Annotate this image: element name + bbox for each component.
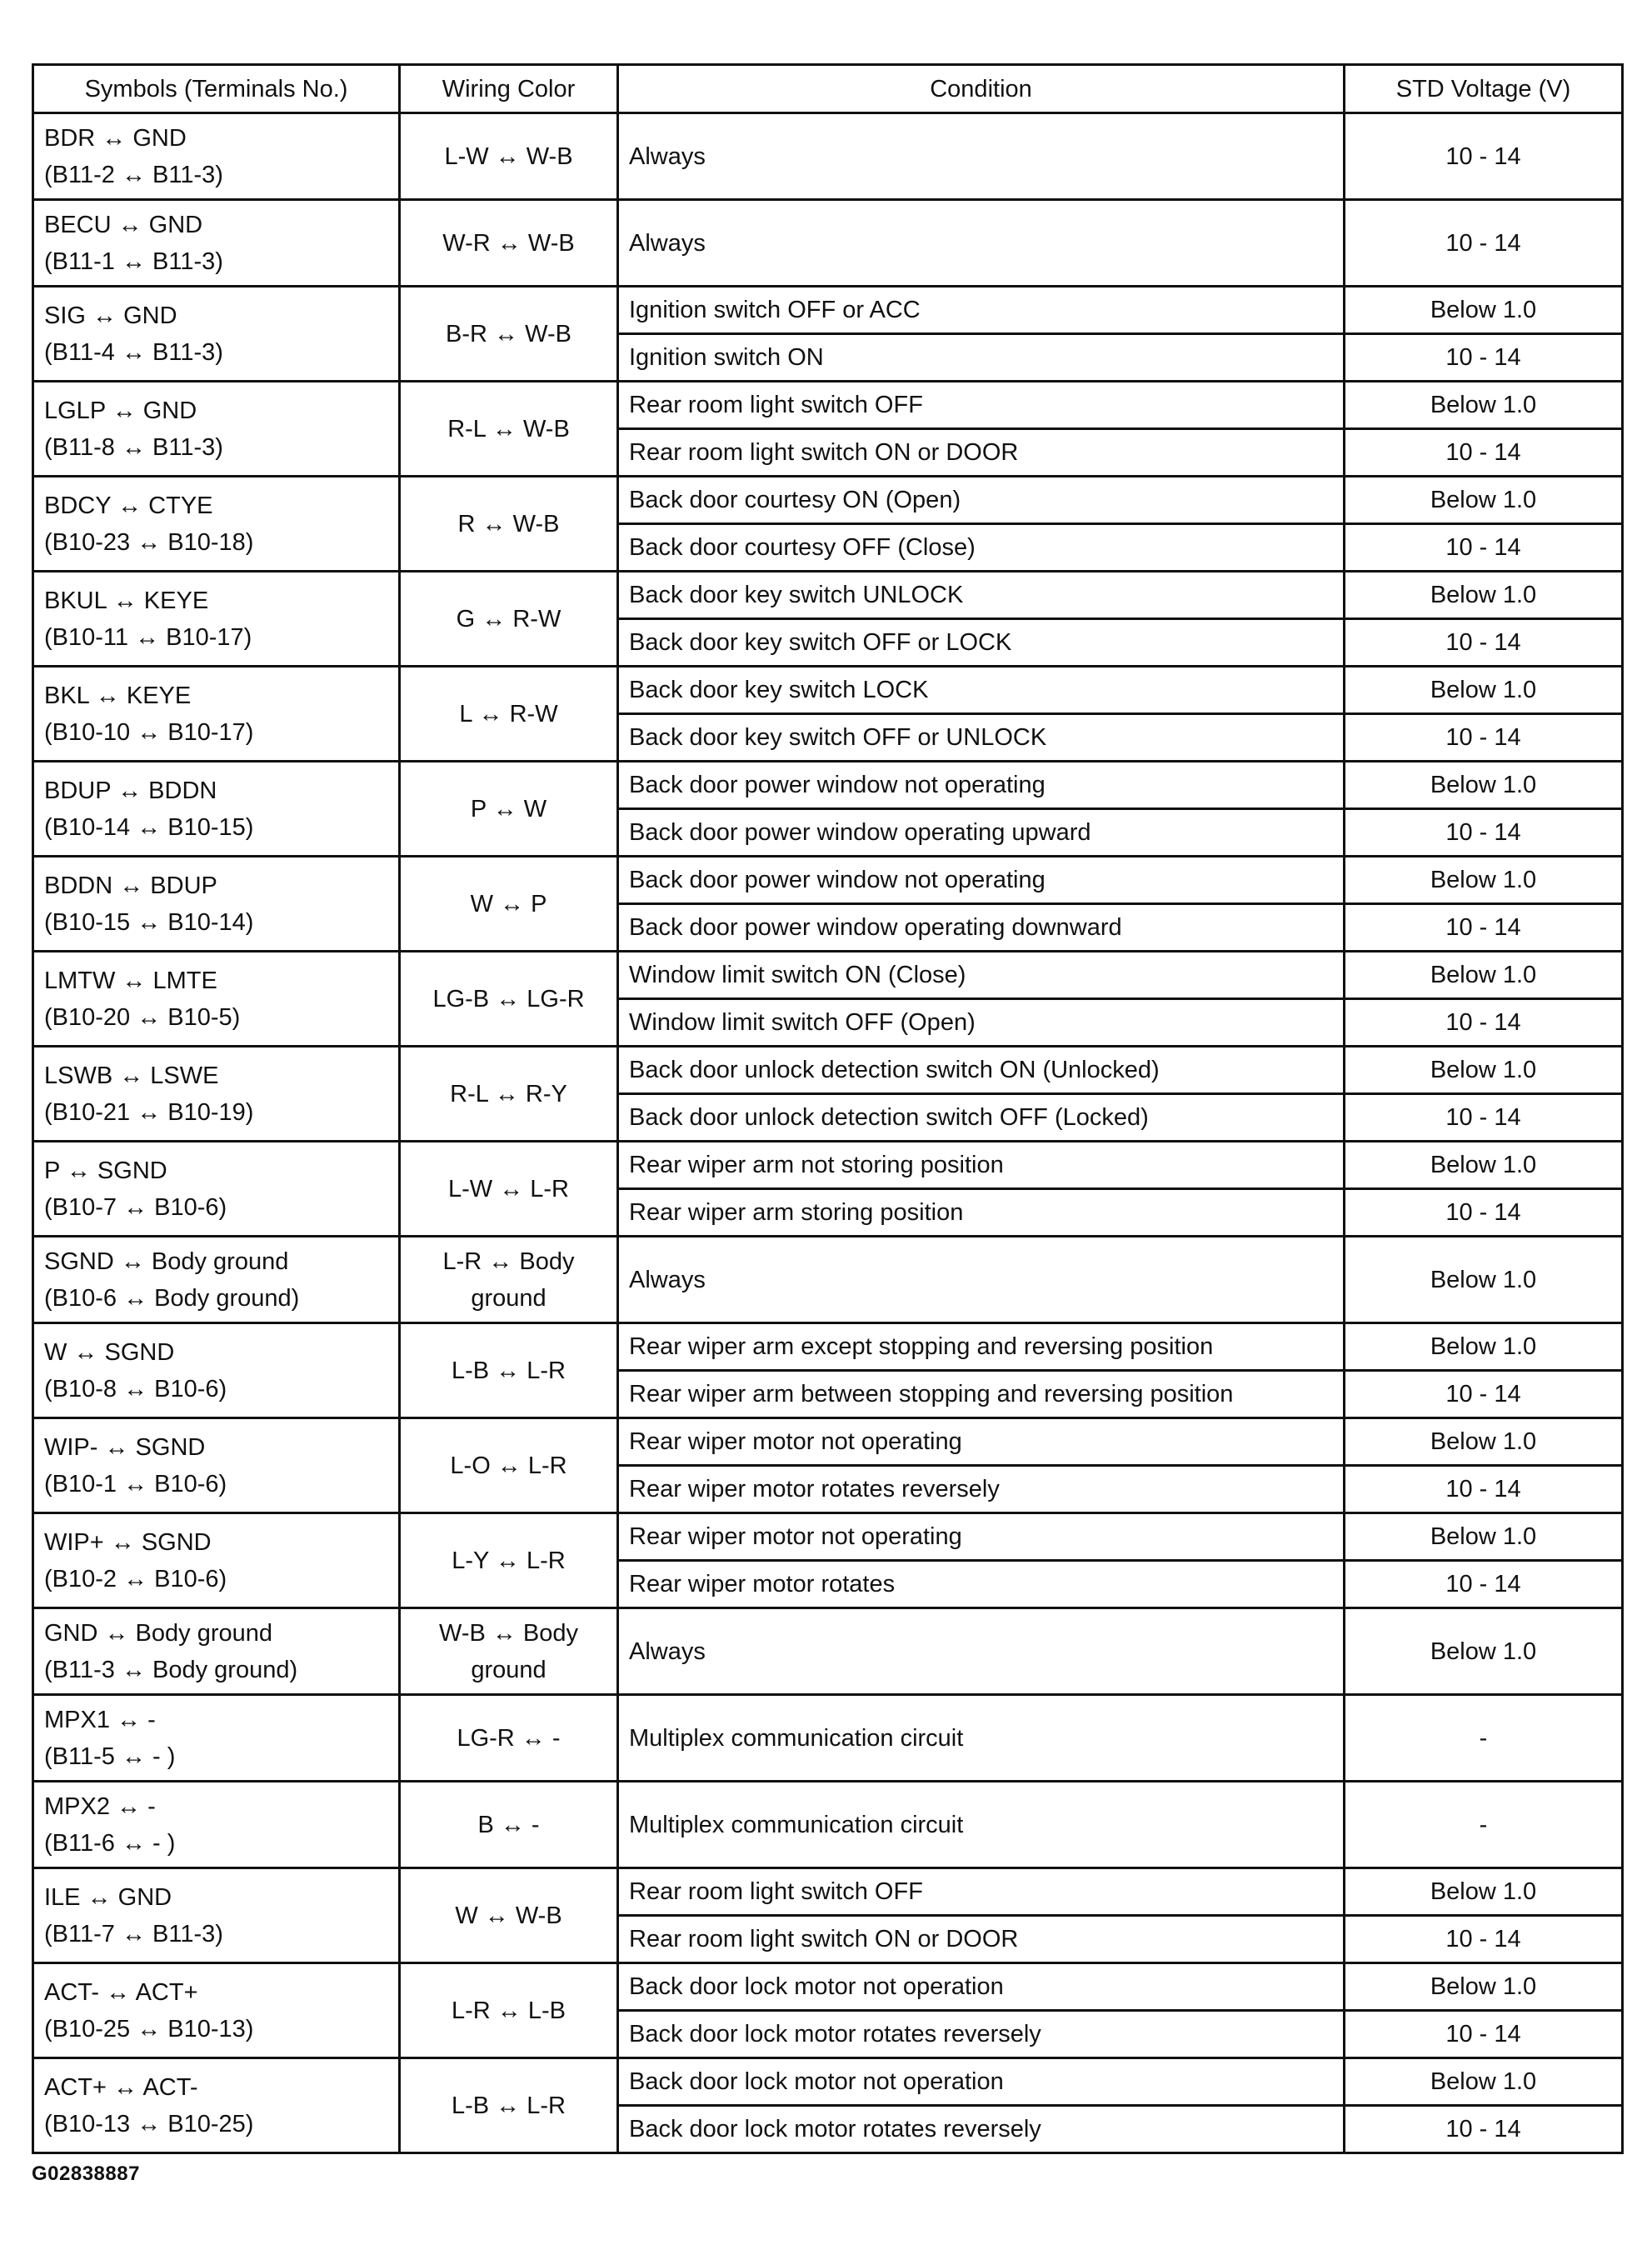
wiring-color-cell <box>400 1695 618 1782</box>
condition-cell: Rear wiper motor not operating <box>618 1513 1345 1561</box>
terminal-numbers: (B10-1 ↔ B10-6) <box>44 1470 227 1498</box>
header-std-voltage: STD Voltage (V) <box>1345 65 1623 113</box>
terminal-numbers: (B11-1 ↔ B11-3) <box>44 248 223 275</box>
condition-cell: Multiplex communication circuit <box>618 1782 1345 1868</box>
wiring-color: B-R ↔ W-B <box>446 320 571 348</box>
terminal-voltage-table <box>32 63 1624 2154</box>
table-row <box>33 1513 1623 1561</box>
symbol-name: SGND ↔ Body ground <box>44 1248 289 1275</box>
std-voltage-cell: Below 1.0 <box>1345 952 1623 999</box>
symbol-name: WIP- ↔ SGND <box>44 1433 206 1461</box>
condition-cell: Back door power window operating upward <box>618 809 1345 857</box>
wiring-color-cell <box>400 1418 618 1513</box>
std-voltage-cell: 10 - 14 <box>1345 619 1623 667</box>
symbol-name: BECU ↔ GND <box>44 211 203 238</box>
std-voltage-cell: 10 - 14 <box>1345 1466 1623 1513</box>
symbol-cell <box>33 1782 400 1868</box>
table-row <box>33 113 1623 200</box>
wiring-color: L-O ↔ L-R <box>450 1452 567 1479</box>
terminal-numbers: (B10-20 ↔ B10-5) <box>44 1003 241 1031</box>
symbol-name: ILE ↔ GND <box>44 1883 172 1911</box>
std-voltage-cell: Below 1.0 <box>1345 1047 1623 1094</box>
condition-cell: Back door power window operating downward <box>618 904 1345 952</box>
std-voltage-cell: 10 - 14 <box>1345 1561 1623 1608</box>
std-voltage-cell: Below 1.0 <box>1345 2058 1623 2106</box>
terminal-numbers: (B10-15 ↔ B10-14) <box>44 908 254 936</box>
symbol-name: MPX2 ↔ - <box>44 1792 156 1820</box>
symbol-cell <box>33 1323 400 1418</box>
table-body <box>33 113 1623 2153</box>
symbol-name: SIG ↔ GND <box>44 302 177 329</box>
table-row <box>33 1237 1623 1323</box>
condition-cell: Back door courtesy ON (Open) <box>618 477 1345 524</box>
symbol-name: W ↔ SGND <box>44 1338 175 1366</box>
table-row <box>33 1695 1623 1782</box>
condition-cell: Back door power window not operating <box>618 762 1345 809</box>
wiring-color-cell <box>400 1513 618 1608</box>
symbol-cell <box>33 2058 400 2153</box>
wiring-color-cell <box>400 1782 618 1868</box>
wiring-color-continued: ground <box>471 1656 547 1683</box>
condition-cell: Back door key switch LOCK <box>618 667 1345 714</box>
header-condition: Condition <box>618 65 1345 113</box>
symbol-name: GND ↔ Body ground <box>44 1619 273 1647</box>
condition-cell: Always <box>618 1237 1345 1323</box>
symbol-cell <box>33 667 400 762</box>
table-row <box>33 1782 1623 1868</box>
table-row <box>33 572 1623 619</box>
wiring-color: G ↔ R-W <box>456 605 561 632</box>
table-row <box>33 1608 1623 1695</box>
condition-cell: Back door lock motor not operation <box>618 1963 1345 2011</box>
condition-cell: Rear room light switch ON or DOOR <box>618 1916 1345 1963</box>
condition-cell: Ignition switch ON <box>618 334 1345 382</box>
condition-cell: Window limit switch OFF (Open) <box>618 999 1345 1047</box>
std-voltage-cell: - <box>1345 1782 1623 1868</box>
table-row <box>33 1418 1623 1466</box>
std-voltage-cell: Below 1.0 <box>1345 1963 1623 2011</box>
std-voltage-cell: Below 1.0 <box>1345 667 1623 714</box>
table-row <box>33 1047 1623 1094</box>
condition-cell: Rear wiper arm not storing position <box>618 1142 1345 1189</box>
table-row <box>33 857 1623 904</box>
wiring-color-cell <box>400 1868 618 1963</box>
condition-cell: Rear room light switch ON or DOOR <box>618 429 1345 477</box>
wiring-color: L-B ↔ L-R <box>452 1357 566 1384</box>
std-voltage-cell: 10 - 14 <box>1345 113 1623 200</box>
terminal-voltage-table-container <box>32 63 1621 2154</box>
terminal-numbers: (B11-6 ↔ - ) <box>44 1829 176 1857</box>
wiring-color-continued: ground <box>471 1284 547 1312</box>
symbol-name: ACT- ↔ ACT+ <box>44 1978 198 2006</box>
std-voltage-cell: Below 1.0 <box>1345 857 1623 904</box>
symbol-cell <box>33 477 400 572</box>
symbol-name: LSWB ↔ LSWE <box>44 1062 219 1089</box>
table-row <box>33 287 1623 334</box>
table-row <box>33 1868 1623 1916</box>
symbol-cell <box>33 1418 400 1513</box>
wiring-color-cell <box>400 1323 618 1418</box>
header-symbols: Symbols (Terminals No.) <box>33 65 400 113</box>
condition-cell: Rear wiper motor rotates <box>618 1561 1345 1608</box>
wiring-color-cell <box>400 762 618 857</box>
wiring-color: LG-R ↔ - <box>457 1724 561 1752</box>
condition-cell: Rear wiper motor rotates reversely <box>618 1466 1345 1513</box>
wiring-color-cell <box>400 113 618 200</box>
terminal-numbers: (B10-8 ↔ B10-6) <box>44 1375 227 1402</box>
symbol-name: WIP+ ↔ SGND <box>44 1528 212 1556</box>
condition-cell: Back door key switch OFF or UNLOCK <box>618 714 1345 762</box>
symbol-cell <box>33 382 400 477</box>
condition-cell: Rear room light switch OFF <box>618 1868 1345 1916</box>
condition-cell: Rear wiper arm storing position <box>618 1189 1345 1237</box>
terminal-numbers: (B10-13 ↔ B10-25) <box>44 2110 254 2138</box>
symbol-cell <box>33 762 400 857</box>
wiring-color: LG-B ↔ LG-R <box>432 985 585 1012</box>
symbol-name: ACT+ ↔ ACT- <box>44 2073 198 2101</box>
std-voltage-cell: 10 - 14 <box>1345 1371 1623 1418</box>
wiring-color: L ↔ R-W <box>459 700 558 728</box>
std-voltage-cell: 10 - 14 <box>1345 1094 1623 1142</box>
wiring-color: B ↔ - <box>477 1811 540 1838</box>
std-voltage-cell: 10 - 14 <box>1345 1916 1623 1963</box>
std-voltage-cell: 10 - 14 <box>1345 809 1623 857</box>
terminal-numbers: (B10-25 ↔ B10-13) <box>44 2015 254 2042</box>
std-voltage-cell: Below 1.0 <box>1345 1418 1623 1466</box>
symbol-name: BDUP ↔ BDDN <box>44 777 217 804</box>
symbol-cell <box>33 572 400 667</box>
std-voltage-cell: - <box>1345 1695 1623 1782</box>
condition-cell: Back door lock motor rotates reversely <box>618 2011 1345 2058</box>
wiring-color-cell <box>400 1142 618 1237</box>
wiring-color-cell <box>400 667 618 762</box>
condition-cell: Back door unlock detection switch ON (Unlocked) <box>618 1047 1345 1094</box>
wiring-color: W ↔ W-B <box>455 1902 562 1929</box>
symbol-name: BDCY ↔ CTYE <box>44 492 213 519</box>
std-voltage-cell: Below 1.0 <box>1345 1608 1623 1695</box>
condition-cell: Rear wiper motor not operating <box>618 1418 1345 1466</box>
wiring-color: R-L ↔ R-Y <box>450 1080 567 1108</box>
std-voltage-cell: Below 1.0 <box>1345 1323 1623 1371</box>
wiring-color-cell <box>400 287 618 382</box>
symbol-cell <box>33 1142 400 1237</box>
symbol-name: P ↔ SGND <box>44 1157 167 1184</box>
std-voltage-cell: Below 1.0 <box>1345 762 1623 809</box>
table-row <box>33 762 1623 809</box>
terminal-numbers: (B11-8 ↔ B11-3) <box>44 433 223 461</box>
table-row <box>33 1323 1623 1371</box>
std-voltage-cell: Below 1.0 <box>1345 572 1623 619</box>
wiring-color: L-R ↔ Body <box>442 1248 575 1275</box>
table-row <box>33 952 1623 999</box>
std-voltage-cell: 10 - 14 <box>1345 2106 1623 2153</box>
symbol-cell <box>33 1237 400 1323</box>
wiring-color: L-W ↔ W-B <box>444 142 573 170</box>
std-voltage-cell: 10 - 14 <box>1345 1189 1623 1237</box>
symbol-cell <box>33 1513 400 1608</box>
symbol-cell <box>33 113 400 200</box>
symbol-name: BKUL ↔ KEYE <box>44 587 209 614</box>
terminal-numbers: (B11-2 ↔ B11-3) <box>44 161 223 188</box>
header-row <box>33 65 1623 113</box>
condition-cell: Back door unlock detection switch OFF (Locked) <box>618 1094 1345 1142</box>
symbol-cell <box>33 1608 400 1695</box>
condition-cell: Rear wiper arm except stopping and reversing position <box>618 1323 1345 1371</box>
condition-cell: Back door courtesy OFF (Close) <box>618 524 1345 572</box>
wiring-color: W-R ↔ W-B <box>442 229 575 257</box>
wiring-color: L-B ↔ L-R <box>452 2092 566 2119</box>
terminal-numbers: (B10-11 ↔ B10-17) <box>44 623 252 651</box>
table-row <box>33 200 1623 287</box>
wiring-color-cell <box>400 1963 618 2058</box>
wiring-color: L-R ↔ L-B <box>452 1997 566 2024</box>
wiring-color-cell <box>400 382 618 477</box>
symbol-name: LMTW ↔ LMTE <box>44 967 217 994</box>
std-voltage-cell: Below 1.0 <box>1345 1237 1623 1323</box>
terminal-numbers: (B10-10 ↔ B10-17) <box>44 718 254 746</box>
table-row <box>33 667 1623 714</box>
condition-cell: Multiplex communication circuit <box>618 1695 1345 1782</box>
terminal-numbers: (B10-6 ↔ Body ground) <box>44 1284 300 1312</box>
condition-cell: Back door key switch UNLOCK <box>618 572 1345 619</box>
terminal-numbers: (B11-4 ↔ B11-3) <box>44 338 223 366</box>
std-voltage-cell: 10 - 14 <box>1345 999 1623 1047</box>
std-voltage-cell: Below 1.0 <box>1345 287 1623 334</box>
condition-cell: Rear wiper arm between stopping and reversing position <box>618 1371 1345 1418</box>
symbol-name: MPX1 ↔ - <box>44 1706 156 1733</box>
symbol-cell <box>33 287 400 382</box>
std-voltage-cell: 10 - 14 <box>1345 429 1623 477</box>
condition-cell: Window limit switch ON (Close) <box>618 952 1345 999</box>
symbol-cell <box>33 1963 400 2058</box>
wiring-color-cell <box>400 1047 618 1142</box>
symbol-cell <box>33 1047 400 1142</box>
condition-cell: Always <box>618 1608 1345 1695</box>
terminal-numbers: (B11-5 ↔ - ) <box>44 1742 176 1770</box>
std-voltage-cell: Below 1.0 <box>1345 1142 1623 1189</box>
std-voltage-cell: 10 - 14 <box>1345 200 1623 287</box>
table-row <box>33 477 1623 524</box>
condition-cell: Back door lock motor not operation <box>618 2058 1345 2106</box>
terminal-numbers: (B10-14 ↔ B10-15) <box>44 813 254 841</box>
symbol-name: BDDN ↔ BDUP <box>44 872 217 899</box>
terminal-numbers: (B10-21 ↔ B10-19) <box>44 1098 254 1126</box>
wiring-color-cell <box>400 952 618 1047</box>
std-voltage-cell: 10 - 14 <box>1345 334 1623 382</box>
table-row <box>33 1963 1623 2011</box>
terminal-numbers: (B10-7 ↔ B10-6) <box>44 1193 227 1221</box>
terminal-numbers: (B10-2 ↔ B10-6) <box>44 1565 227 1592</box>
table-row <box>33 1142 1623 1189</box>
terminal-numbers: (B11-7 ↔ B11-3) <box>44 1920 223 1948</box>
wiring-color-cell <box>400 200 618 287</box>
std-voltage-cell: 10 - 14 <box>1345 714 1623 762</box>
std-voltage-cell: Below 1.0 <box>1345 382 1623 429</box>
symbol-cell <box>33 1868 400 1963</box>
std-voltage-cell: 10 - 14 <box>1345 904 1623 952</box>
condition-cell: Always <box>618 113 1345 200</box>
wiring-color-cell <box>400 1237 618 1323</box>
symbol-cell <box>33 200 400 287</box>
condition-cell: Back door key switch OFF or LOCK <box>618 619 1345 667</box>
condition-cell: Back door lock motor rotates reversely <box>618 2106 1345 2153</box>
symbol-name: BKL ↔ KEYE <box>44 682 192 709</box>
figure-id: G02838887 <box>32 2162 140 2185</box>
wiring-color: W ↔ P <box>470 890 547 918</box>
wiring-color-cell <box>400 1608 618 1695</box>
wiring-color-cell <box>400 2058 618 2153</box>
wiring-color: L-W ↔ L-R <box>448 1175 569 1202</box>
wiring-color: L-Y ↔ L-R <box>452 1547 566 1574</box>
condition-cell: Ignition switch OFF or ACC <box>618 287 1345 334</box>
terminal-numbers: (B11-3 ↔ Body ground) <box>44 1656 298 1683</box>
condition-cell: Always <box>618 200 1345 287</box>
wiring-color-cell <box>400 572 618 667</box>
condition-cell: Rear room light switch OFF <box>618 382 1345 429</box>
std-voltage-cell: 10 - 14 <box>1345 2011 1623 2058</box>
wiring-color: R ↔ W-B <box>457 510 560 538</box>
wiring-color: W-B ↔ Body <box>438 1619 579 1647</box>
header-wiring-color: Wiring Color <box>400 65 618 113</box>
wiring-color: R-L ↔ W-B <box>447 415 570 442</box>
table-row <box>33 2058 1623 2106</box>
std-voltage-cell: 10 - 14 <box>1345 524 1623 572</box>
condition-cell: Back door power window not operating <box>618 857 1345 904</box>
symbol-cell <box>33 952 400 1047</box>
wiring-color: P ↔ W <box>470 795 547 822</box>
std-voltage-cell: Below 1.0 <box>1345 477 1623 524</box>
terminal-numbers: (B10-23 ↔ B10-18) <box>44 528 254 556</box>
symbol-name: BDR ↔ GND <box>44 124 187 152</box>
std-voltage-cell: Below 1.0 <box>1345 1868 1623 1916</box>
symbol-name: LGLP ↔ GND <box>44 397 197 424</box>
std-voltage-cell: Below 1.0 <box>1345 1513 1623 1561</box>
wiring-color-cell <box>400 857 618 952</box>
table-row <box>33 382 1623 429</box>
symbol-cell <box>33 1695 400 1782</box>
symbol-cell <box>33 857 400 952</box>
wiring-color-cell <box>400 477 618 572</box>
